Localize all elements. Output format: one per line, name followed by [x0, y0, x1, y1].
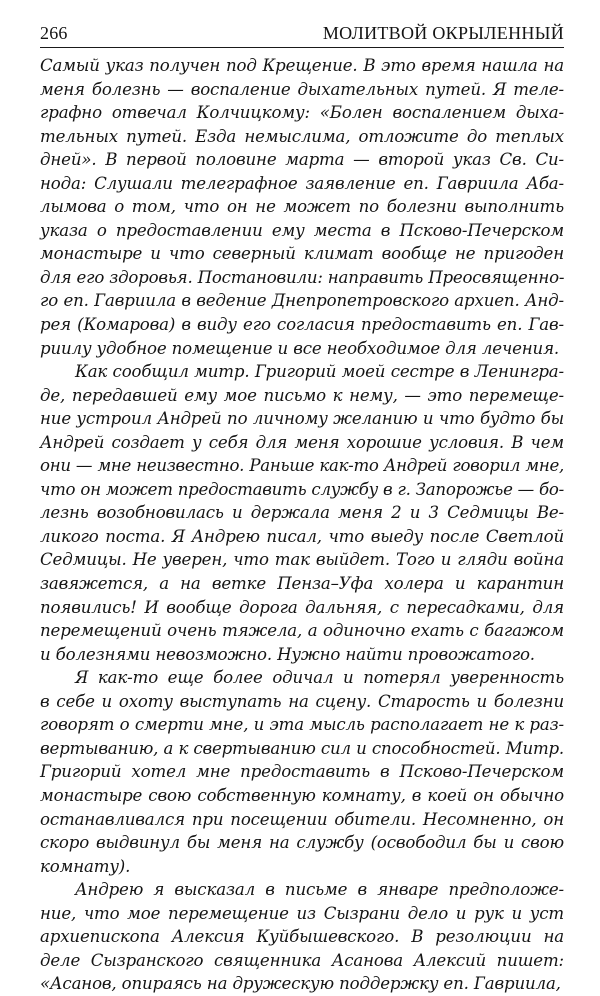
text-line: архиепископа Алексия Куйбышевского. В резолюции на [40, 927, 564, 947]
text-line: перемещений очень тяжела, а одиночно ехать с багажом [40, 621, 564, 641]
text-line: указа о предоставлении ему места в Псково-Печерском [40, 220, 564, 240]
text-line: в себе и охоту выступать на сцену. Старость и болезни [40, 691, 564, 711]
text-line: Самый указ получен под Крещение. В это время нашла на [40, 56, 564, 75]
page-number: 266 [40, 23, 68, 43]
text-line: появились! И вообще дорога дальняя, с пересадками, для [40, 597, 564, 617]
running-title: МОЛИТВОЙ ОКРЫЛЕННЫЙ [322, 23, 564, 43]
text-line: Андрею я высказал в письме в январе предположе- [75, 880, 564, 900]
text-line: ние устроил Андрей по личному желанию и что будто бы [40, 409, 564, 429]
paragraph [40, 360, 564, 666]
text-line: Григорий хотел мне предоставить в Псково-Печерском [40, 762, 564, 782]
text-line: что он может предоставить службу в г. Запорожье — бо- [40, 479, 565, 499]
text-line: «Асанов, опираясь на дружескую поддержку еп. Гавриила, [40, 974, 561, 994]
text-line: риилу удобное помещение и все необходимое для лечения. [40, 338, 560, 358]
text-line: тельных путей. Езда немыслима, отложите до теплых [40, 126, 564, 146]
text-line: останавливался при посещении обители. Несомненно, он [40, 809, 564, 829]
text-line: деле Сызранского священника Асанова Алексий пишет: [40, 950, 564, 970]
running-head [40, 18, 564, 48]
text-line: и болезнями невозможно. Нужно найти провожатого. [40, 644, 535, 664]
text-line: Как сообщил митр. Григорий моей сестре в Ленингра- [75, 362, 564, 382]
text-line: завяжется, а на ветке Пенза–Уфа холера и карантин [40, 574, 564, 594]
text-line: лезнь возобновилась и держала меня 2 и 3 Седмицы Ве- [40, 503, 564, 523]
text-line: вертыванию, а к свертыванию сил и способностей. Митр. [40, 738, 564, 758]
text-line: дней». В первой половине марта — второй указ Св. Си- [40, 150, 564, 170]
text-line: го еп. Гавриила в ведение Днепропетровского архиеп. Анд- [40, 291, 564, 311]
text-line: де, передавшей ему мое письмо к нему, — это перемеще- [40, 385, 564, 405]
text-line: монастыре свою собственную комнату, в коей он обычно [40, 785, 564, 805]
text-line: лымова о том, что он не может по болезни выполнить [40, 197, 564, 217]
text-line: скоро выдвинул бы меня на службу (освободил бы и свою [40, 833, 564, 853]
text-line: ликого поста. Я Андрею писал, что выеду после Светлой [40, 526, 564, 546]
text-line: нода: Слушали телеграфное заявление еп. Гавриила Аба- [40, 173, 564, 193]
text-line: ние, что мое перемещение из Сызрани дело и рук и уст [40, 903, 564, 923]
text-line: Андрей создает у себя для меня хорошие условия. В чем [40, 432, 564, 452]
text-line: комнату). [40, 856, 131, 876]
text-line: монастыре и что северный климат вообще не пригоден [40, 244, 564, 264]
text-line: Я как-то еще более одичал и потерял уверенность [75, 668, 564, 688]
text-line: для его здоровья. Постановили: направить Преосвященно- [40, 267, 565, 287]
text-line: они — мне неизвестно. Раньше как-то Андрей говорил мне, [40, 456, 564, 476]
paragraph [40, 54, 564, 360]
paragraph [40, 878, 564, 996]
text-line: графно отвечал Колчицкому: «Болен воспалением дыха- [40, 103, 564, 123]
text-line: Седмицы. Не уверен, что так выйдет. Того и гляди война [40, 550, 564, 570]
paragraph [40, 666, 564, 878]
text-line: рея (Комарова) в виду его согласия предоставить еп. Гав- [40, 315, 564, 335]
text-line: говорят о смерти мне, и эта мысль располагает не к раз- [40, 715, 564, 735]
text-line: меня болезнь — воспаление дыхательных путей. Я теле- [40, 79, 564, 99]
body-text [40, 54, 564, 996]
book-page [40, 18, 564, 996]
